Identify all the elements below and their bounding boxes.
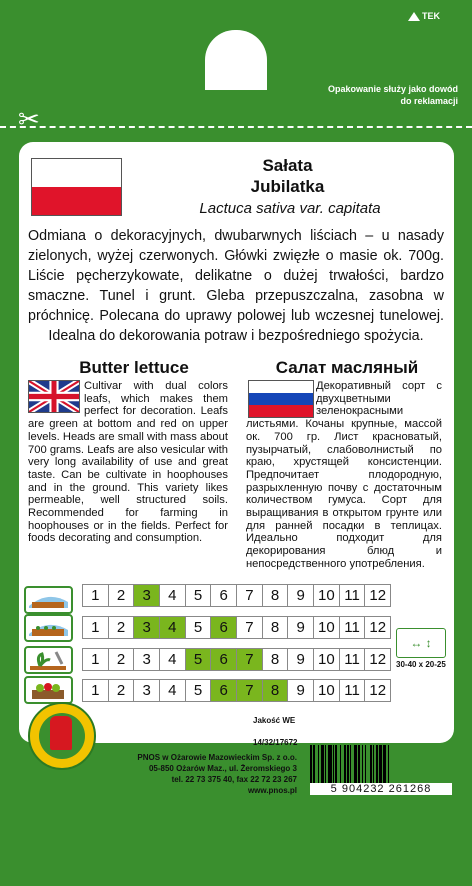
seed-tray-icon [24, 586, 73, 614]
latin-name: Lactuca sativa var. capitata [199, 200, 381, 217]
month-cell: 9 [288, 617, 314, 638]
month-cell: 10 [314, 680, 340, 701]
month-cell: 12 [369, 682, 387, 699]
lot-number: 14/32/17672 [253, 738, 298, 747]
brand-mark: TEK [422, 11, 440, 21]
tek-logo [408, 11, 458, 25]
month-cell: 3 [134, 680, 160, 701]
month-cell: 11 [340, 617, 366, 638]
address-line1: PNOS w Ożarowie Mazowieckim Sp. z o.o. [137, 753, 297, 762]
month-cell: 10 [314, 585, 340, 606]
month-cell: 7 [237, 617, 263, 638]
calendar-row-harvest [82, 679, 391, 702]
month-cell: 6 [211, 585, 237, 606]
month-cell: 11 [340, 585, 366, 606]
scissors-icon: ✂ [18, 104, 40, 134]
heading-en: Butter lettuce [79, 358, 189, 377]
month-cell: 8 [263, 680, 289, 701]
heading-ru: Салат масляный [275, 358, 419, 377]
calendar-row-planting [82, 648, 391, 671]
month-cell: 5 [186, 680, 212, 701]
month-cell: 5 [186, 617, 212, 638]
month-cell: 9 [288, 680, 314, 701]
month-cell: 1 [83, 617, 109, 638]
website-link[interactable]: www.pnos.pl [247, 786, 297, 795]
month-cell: 6 [211, 649, 237, 670]
hanging-tab [205, 30, 267, 90]
month-cell: 5 [186, 649, 212, 670]
triangle-icon [408, 12, 420, 21]
month-cell: 8 [263, 585, 289, 606]
month-cell: 10 [314, 649, 340, 670]
description-pl: Odmiana o dekoracyjnych, dwubarwnych liściach – u nasady zielonych, wyżej czerwonych. Główki zwięzłe o masie ok. 700g. Liście pęcherzykowate, delikatne o dużej trwałości, bardzo smaczne. Tunel i grunt. Gleba przepuszczalna, zasobna w próchnicę. Polecana do uprawy polowej lub wczesnej tunelowej. Idealna do dekorowania potraw i bezpośredniego spożycia. [28, 228, 444, 344]
quality-label: Jakość WE [253, 716, 296, 725]
spacing-arrows-icon: ↔ ↕ [396, 628, 446, 658]
month-cell: 6 [211, 617, 237, 638]
seedling-tray-icon [24, 614, 73, 642]
month-cell: 1 [83, 680, 109, 701]
month-cell: 11 [340, 649, 366, 670]
month-cell: 3 [134, 649, 160, 670]
pnos-seal-logo [28, 702, 96, 770]
description-en: Cultivar with dual colors leafs, which makes them perfect for decoration. Leafs are green at bottom and red on upper levels. Heads are small with mass about 700 grams. Leafs are also vesicular with very long availability of use and great taste. Can be cultivate in hoophouses and in the ground. This variety likes permeable, well structured soils. Recommended for farming in hoophouses or in the fields. Perfect for foods decorating and consumption. [28, 380, 228, 545]
russian-flag-icon [248, 380, 314, 418]
month-cell: 2 [109, 680, 135, 701]
planting-icon [24, 646, 73, 674]
month-cell: 4 [160, 585, 186, 606]
month-cell: 1 [83, 585, 109, 606]
month-cell: 2 [109, 585, 135, 606]
month-cell: 8 [263, 617, 289, 638]
month-cell: 12 [369, 619, 387, 636]
month-cell: 11 [340, 680, 366, 701]
month-cell: 7 [237, 649, 263, 670]
month-cell: 1 [83, 649, 109, 670]
month-cell: 8 [263, 649, 289, 670]
month-cell: 3 [134, 617, 160, 638]
month-cell: 6 [211, 680, 237, 701]
uk-flag-icon [28, 380, 80, 413]
cut-line [0, 126, 472, 128]
address-line3: tel. 22 73 375 40, fax 22 72 23 267 [171, 775, 297, 784]
month-cell: 3 [134, 585, 160, 606]
polish-flag-icon [31, 158, 122, 216]
month-cell: 4 [160, 680, 186, 701]
barcode-number: 5 904232 261268 [310, 783, 452, 795]
product-name-line2: Jubilatka [250, 177, 325, 196]
harvest-icon [24, 676, 73, 704]
calendar-row-seedling [82, 616, 391, 639]
address-line2: 05-850 Ożarów Maz., ul. Żeromskiego 3 [148, 764, 297, 773]
month-cell: 12 [369, 651, 387, 668]
month-cell: 2 [109, 617, 135, 638]
month-cell: 7 [237, 680, 263, 701]
month-cell: 2 [109, 649, 135, 670]
description-ru: Декоративный сорт с двухцветными зеленокрасными листьями. Кочаны крупные, массой ок. 700 гр. Лист красноватый, пузырчатый, слабоволнистый по краю, хрустящей консистенции. Предпочитает плодородную, разрыхленную почву с достаточным количеством гумуса. Сорт для выращивания в открытом грунте или для ранней посадки в теплицах. Идеально подходит для декорирования блюд и непосредственного употребления. [246, 380, 442, 570]
company-address [103, 752, 297, 796]
month-cell: 10 [314, 617, 340, 638]
proof-note: Opakowanie służy jako dowód do reklamacji [327, 84, 458, 106]
spacing-text: 30-40 x 20-25 [396, 660, 446, 669]
month-cell: 5 [186, 585, 212, 606]
month-cell: 4 [160, 617, 186, 638]
month-cell: 9 [288, 585, 314, 606]
product-name-line1: Sałata [262, 156, 313, 175]
month-cell: 4 [160, 649, 186, 670]
calendar-row-sowing [82, 584, 391, 607]
month-cell: 12 [369, 587, 387, 604]
month-cell: 9 [288, 649, 314, 670]
month-cell: 7 [237, 585, 263, 606]
